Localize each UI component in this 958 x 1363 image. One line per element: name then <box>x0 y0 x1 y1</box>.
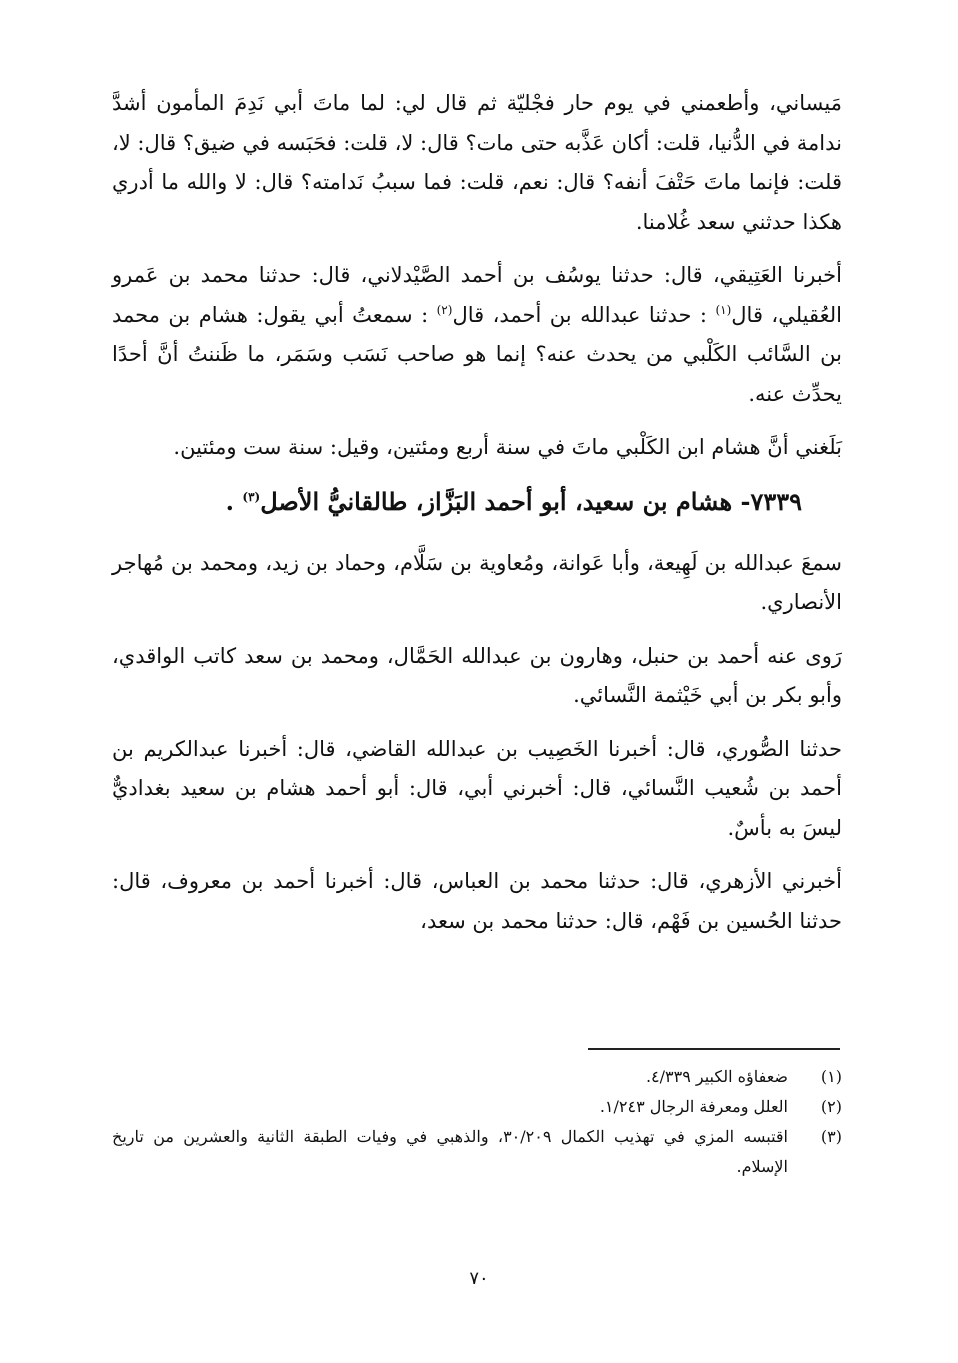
footnote-divider <box>588 1048 840 1050</box>
paragraph-continuation <box>112 84 842 242</box>
paragraph-text-part: : سمعتُ أبي يقول: هشام بن محمد بن السَّائب الكَلْبي من يحدث عنه؟ إنما هو صاحب نَسَب وسَمَر، ما ظَننتُ أنَّ أحدًا يحدِّث عنه. <box>112 302 842 406</box>
paragraph-heard-from <box>112 544 842 623</box>
footnote-number: (١) <box>820 1067 842 1086</box>
footnote-ref-2: (٢) <box>436 302 453 317</box>
footnote-item <box>112 1122 842 1182</box>
paragraph-text: بَلَغني أنَّ هشام ابن الكَلْبي ماتَ في سنة أربع ومئتين، وقيل: سنة ست ومئتين. <box>173 435 842 459</box>
page-number: ٧٠ <box>469 1268 489 1289</box>
footnote-item <box>112 1062 842 1092</box>
paragraph-text: سمعَ عبدالله بن لَهِيعة، وأبا عَوانة، ومُعاوية بن سَلَّام، وحماد بن زيد، ومحمد بن مُهاجر الأنصاري. <box>112 550 842 614</box>
paragraph-narrated-by <box>112 637 842 716</box>
paragraph-ateeqi-report <box>112 256 842 414</box>
footnote-number: (٢) <box>820 1097 842 1116</box>
footnote-number: (٣) <box>820 1127 842 1146</box>
entry-heading-tail: . <box>225 486 243 516</box>
footnote-item <box>112 1092 842 1122</box>
paragraph-text: أخبرني الأزهري، قال: حدثنا محمد بن العباس، قال: أخبرنا أحمد بن معروف، قال: حدثنا الحُسين بن فَهْم، قال: حدثنا محمد بن سعد، <box>112 869 842 933</box>
paragraph-soori-report <box>112 730 842 849</box>
footnote-ref-1: (١) <box>715 302 732 317</box>
entry-heading-text: ٧٣٣٩- هشام بن سعيد، أبو أحمد البَزَّاز، طالقانيُّ الأصل <box>260 486 802 516</box>
paragraph-text: حدثنا الصُّوري، قال: أخبرنا الخَصِيب بن عبدالله القاضي، قال: أخبرنا عبدالكريم بن أحمد بن شُعيب النَّسائي، قال: أخبرني أبي، قال: أبو أحمد هشام بن سعيد بغداديٌّ ليسَ به بأسٌ. <box>112 736 842 840</box>
entry-heading <box>112 482 842 522</box>
paragraph-death-date <box>112 428 842 468</box>
footnote-text: العلل ومعرفة الرجال ١/٢٤٣. <box>599 1097 788 1116</box>
footnote-ref-3: (٣) <box>242 489 261 504</box>
main-text <box>112 84 842 955</box>
paragraph-text-part: : حدثنا عبدالله بن أحمد، قال <box>452 302 716 327</box>
paragraph-azhari-report <box>112 862 842 941</box>
footnote-text: ضعفاؤه الكبير ٤/٣٣٩. <box>645 1067 788 1086</box>
paragraph-text: مَيساني، وأطعمني في يوم حار فجْليّة ثم قال لي: لما ماتَ أبي نَدِمَ المأمون أشدَّ ندامة في الدُّنيا، قلت: أكان عَذَّبه حتى مات؟ قال: لا، قلت: فحَبَسه في ضيق؟ قال: لا، قلت: فإنما ماتَ حَتْفَ أنفه؟ قال: نعم، قلت: فما سببُ نَدامته؟ قال: لا والله ما أدري هكذا حدثني سعد غُلامنا. <box>112 91 842 234</box>
footnotes <box>112 1062 842 1182</box>
paragraph-text: رَوى عنه أحمد بن حنبل، وهارون بن عبدالله الحَمَّال، ومحمد بن سعد كاتب الواقدي، وأبو بكر بن أبي خَيْثمة النَّسائي. <box>112 643 842 707</box>
paragraph-text-part: أخبرنا العَتِيقي، قال: حدثنا يوسُف بن أحمد الصَّيْدلاني، قال: حدثنا محمد بن عَمرو العُقيلي، قال <box>112 263 842 327</box>
footnote-text: اقتبسه المزي في تهذيب الكمال ٣٠/٢٠٩، والذهبي في وفيات الطبقة الثانية والعشرين من تاريخ الإسلام. <box>112 1127 789 1176</box>
